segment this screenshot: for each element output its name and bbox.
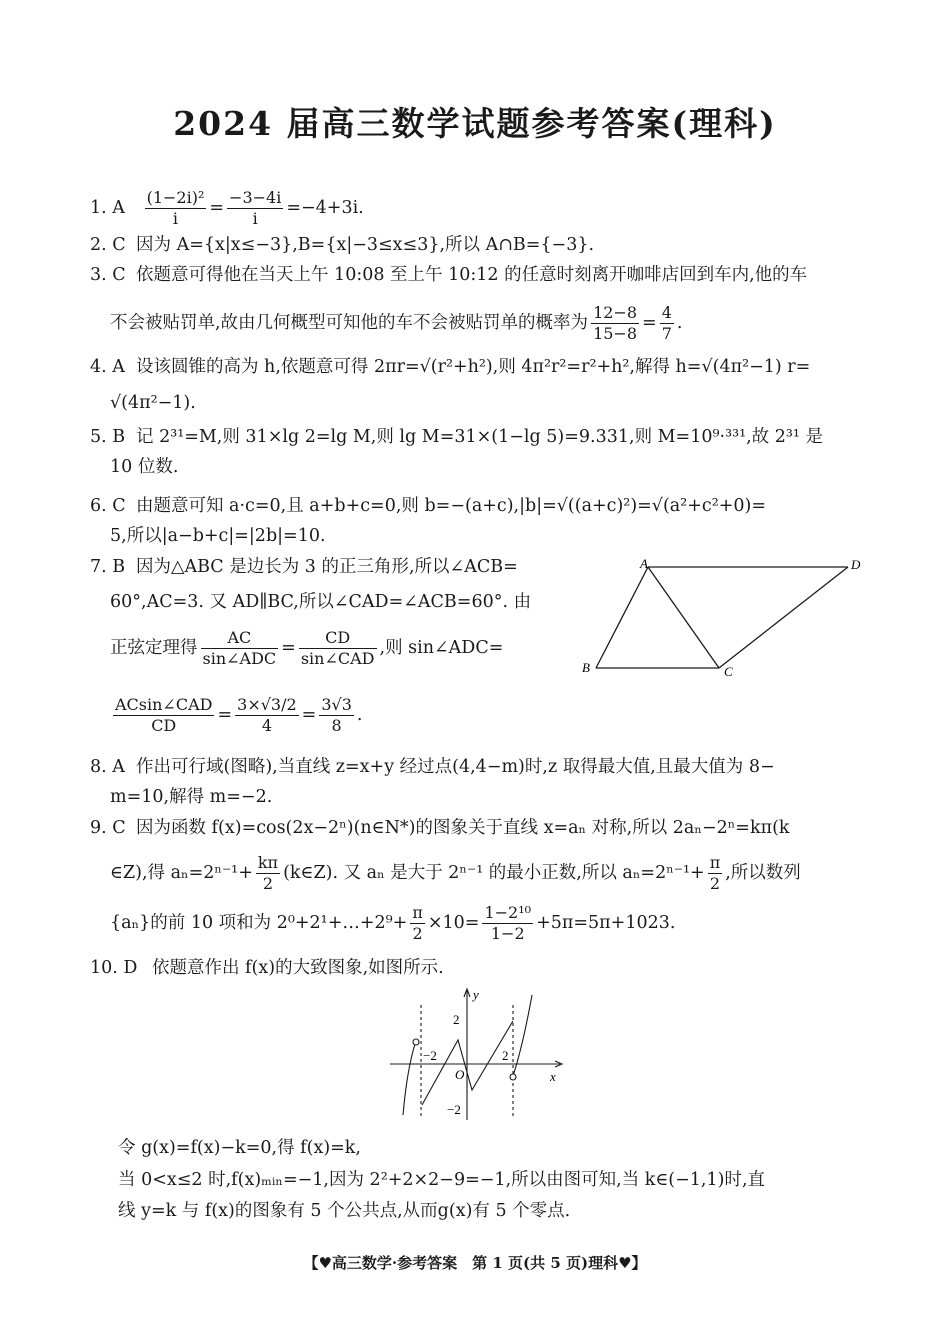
numerator: CD: [325, 628, 351, 647]
numerator: 3√3: [321, 695, 352, 714]
fraction: [256, 853, 280, 894]
fraction: [410, 903, 425, 944]
answer-number: 6. C: [90, 496, 126, 516]
answer-text: ,所以数列: [725, 863, 801, 883]
answer-text: 60°,AC=3. 又 AD∥BC,所以∠CAD=∠ACB=60°. 由: [110, 592, 532, 612]
denominator: 8: [319, 715, 354, 736]
equals: =: [209, 198, 225, 218]
answer-text: 当 0<x≤2 时,f(x)ₘᵢₙ=−1,因为 2²+2×2−9=−1,所以由图可知,当 k∈(−1,1)时,直: [118, 1170, 766, 1190]
answer-1: [90, 188, 870, 229]
numerator: 3×√3/2: [237, 695, 297, 714]
answer-text: 令 g(x)=f(x)−k=0,得 f(x)=k,: [118, 1138, 361, 1158]
fraction: [145, 188, 207, 229]
answer-text: 不会被贴罚单,故由几何概型可知他的车不会被贴罚单的概率为: [110, 313, 589, 333]
answer-text: 由题意可知 a·c=0,且 a+b+c=0,则 b=−(a+c),|b|=√((a+c)²)=√(a²+c²+0)=: [136, 496, 766, 516]
answer-text: 依题意可得他在当天上午 10:08 至上午 10:12 的任意时刻离开咖啡店回到车内,他的车: [136, 265, 808, 285]
numerator: 4: [661, 303, 672, 322]
answer-text: 设该圆锥的高为 h,依题意可得 2πr=√(r²+h²),则 4π²r²=r²+h²,解得 h=√(4π²−1) r=: [136, 357, 811, 377]
x-tick-neg2: −2: [423, 1048, 437, 1063]
y-label: y: [473, 987, 479, 1002]
answer-number: 1. A: [90, 198, 125, 218]
answer-4-cont: [110, 388, 890, 418]
denominator: 7: [661, 324, 672, 343]
answer-4: [90, 352, 870, 382]
fraction: [660, 303, 674, 344]
numerator: π: [412, 903, 423, 922]
fraction: [299, 628, 377, 669]
fraction: [319, 695, 354, 736]
trapezoid-figure: [578, 555, 868, 685]
origin-label: O: [455, 1067, 465, 1082]
curve-left: [403, 1044, 415, 1115]
fraction: [113, 695, 214, 736]
answer-text: +5π=5π+1023.: [536, 913, 676, 933]
open-point-left: [413, 1039, 419, 1045]
answer-text: 10 位数.: [110, 457, 179, 477]
answer-5-cont: [110, 452, 890, 482]
answer-2: [90, 230, 870, 260]
numerator: ACsin∠CAD: [115, 695, 213, 714]
denominator: CD: [113, 715, 214, 736]
y-tick-2: 2: [453, 1012, 460, 1027]
denominator: sin∠CAD: [300, 649, 375, 668]
fraction: [235, 695, 299, 736]
expression: =−4+3i.: [286, 198, 364, 218]
period: .: [676, 313, 683, 333]
denominator: 1−2: [482, 923, 533, 944]
answer-text: 作出可行域(图略),当直线 z=x+y 经过点(4,4−m)时,z 取得最大值,且最大值为 8−: [136, 757, 775, 777]
answer-text: m=10,解得 m=−2.: [110, 787, 273, 807]
answer-number: 3. C: [90, 265, 126, 285]
answer-text: ,则 sin∠ADC=: [379, 638, 504, 658]
answer-text: {aₙ}的前 10 项和为 2⁰+2¹+…+2⁹+: [110, 913, 408, 933]
numerator: π: [709, 853, 721, 872]
answer-3-cont: [110, 303, 890, 344]
answer-number: 8. A: [90, 757, 125, 777]
answer-6: [90, 491, 870, 521]
fraction: [201, 628, 279, 669]
answer-7-cont: [110, 587, 580, 617]
denominator: sin∠ADC: [202, 649, 277, 668]
fraction: [591, 303, 639, 344]
page-title: 2024 届高三数学试题参考答案(理科): [173, 104, 777, 143]
answer-7-cont3: $\frac{\text{ACsin∠CAD}}{CD}$ = $\frac{3\times√3/2}{4}$ = $\frac{3√3}{8}$ .: [115, 695, 363, 735]
numerator: −3−4i: [229, 188, 282, 207]
answer-number: 10. D: [90, 958, 138, 978]
open-point-right: [510, 1074, 516, 1080]
answer-7-cont2: [110, 628, 580, 669]
numerator: AC: [227, 628, 252, 647]
numerator: (1−2i)²: [146, 188, 205, 207]
segment-AB: [596, 567, 648, 668]
answer-10-cont2: [118, 1165, 898, 1195]
answer-6-cont: [110, 521, 890, 551]
answer-9-cont2: [110, 903, 890, 944]
answer-text: ∈Z),得 aₙ=2ⁿ⁻¹+: [110, 863, 253, 883]
answer-number: 7. B: [90, 557, 126, 577]
fraction: [482, 903, 533, 944]
answer-3: [90, 260, 870, 290]
x-tick-2: 2: [502, 1048, 509, 1063]
equals: =: [642, 313, 657, 333]
numerator: kπ: [257, 853, 279, 872]
denominator: 2: [708, 873, 723, 894]
answer-10-cont1: [118, 1133, 898, 1163]
answer-8-cont: [110, 782, 890, 812]
answer-number: 5. B: [90, 427, 126, 447]
denominator: 15−8: [593, 324, 638, 343]
answer-text: 因为 A={x|x≤−3},B={x|−3≤x≤3},所以 A∩B={−3}.: [136, 235, 595, 255]
fraction: [227, 188, 283, 229]
denominator: i: [145, 208, 207, 229]
denominator: 4: [235, 715, 299, 736]
label-D: D: [851, 557, 861, 572]
numerator: 1−2¹⁰: [484, 903, 532, 922]
label-B: B: [582, 660, 590, 675]
answer-text: 依题意作出 f(x)的大致图象,如图所示.: [152, 958, 444, 978]
answer-number: 2. C: [90, 235, 126, 255]
answer-10-cont3: [118, 1196, 898, 1226]
answer-5: [90, 422, 870, 452]
answer-10: [90, 953, 870, 983]
answer-number: 4. A: [90, 357, 125, 377]
answer-text: 线 y=k 与 f(x)的图象有 5 个公共点,从而g(x)有 5 个零点.: [118, 1201, 571, 1221]
function-graph: [385, 985, 570, 1125]
y-tick-neg2: −2: [447, 1102, 461, 1117]
answer-number: 9. C: [90, 818, 126, 838]
answer-text: 因为△ABC 是边长为 3 的正三角形,所以∠ACB=: [136, 557, 518, 577]
answer-8: [90, 752, 870, 782]
answer-text: (k∈Z). 又 aₙ 是大于 2ⁿ⁻¹ 的最小正数,所以 aₙ=2ⁿ⁻¹+: [283, 863, 705, 883]
period: .: [356, 705, 363, 725]
answer-text: 记 2³¹=M,则 31×lg 2=lg M,则 lg M=31×(1−lg 5)=9.331,则 M=10⁹·³³¹,故 2³¹ 是: [136, 427, 823, 447]
answer-text: 因为函数 f(x)=cos(2x−2ⁿ)(n∈N*)的图象关于直线 x=aₙ 对称,所以 2aₙ−2ⁿ=kπ(k: [136, 818, 790, 838]
answer-text: ×10=: [427, 913, 480, 933]
equals: =: [281, 638, 296, 658]
numerator: 12−8: [593, 303, 638, 322]
x-label: x: [550, 1069, 556, 1084]
segment-CD: [719, 567, 848, 668]
page-footer: 【♥高三数学·参考答案 第 1 页(共 5 页)理科♥】: [303, 1254, 647, 1272]
segment-AC: [648, 567, 719, 668]
answer-text: 5,所以|a−b+c|=|2b|=10.: [110, 526, 326, 546]
fraction: [708, 853, 723, 894]
answer-text: √(4π²−1).: [110, 393, 196, 413]
answer-7: [90, 552, 580, 582]
answer-text: 正弦定理得: [110, 638, 198, 658]
denominator: 2: [410, 923, 425, 944]
denominator: i: [227, 208, 283, 229]
answer-9: [90, 813, 870, 843]
answer-9-cont: [110, 853, 890, 894]
label-C: C: [724, 664, 733, 679]
denominator: 2: [256, 873, 280, 894]
label-A: A: [640, 556, 648, 571]
